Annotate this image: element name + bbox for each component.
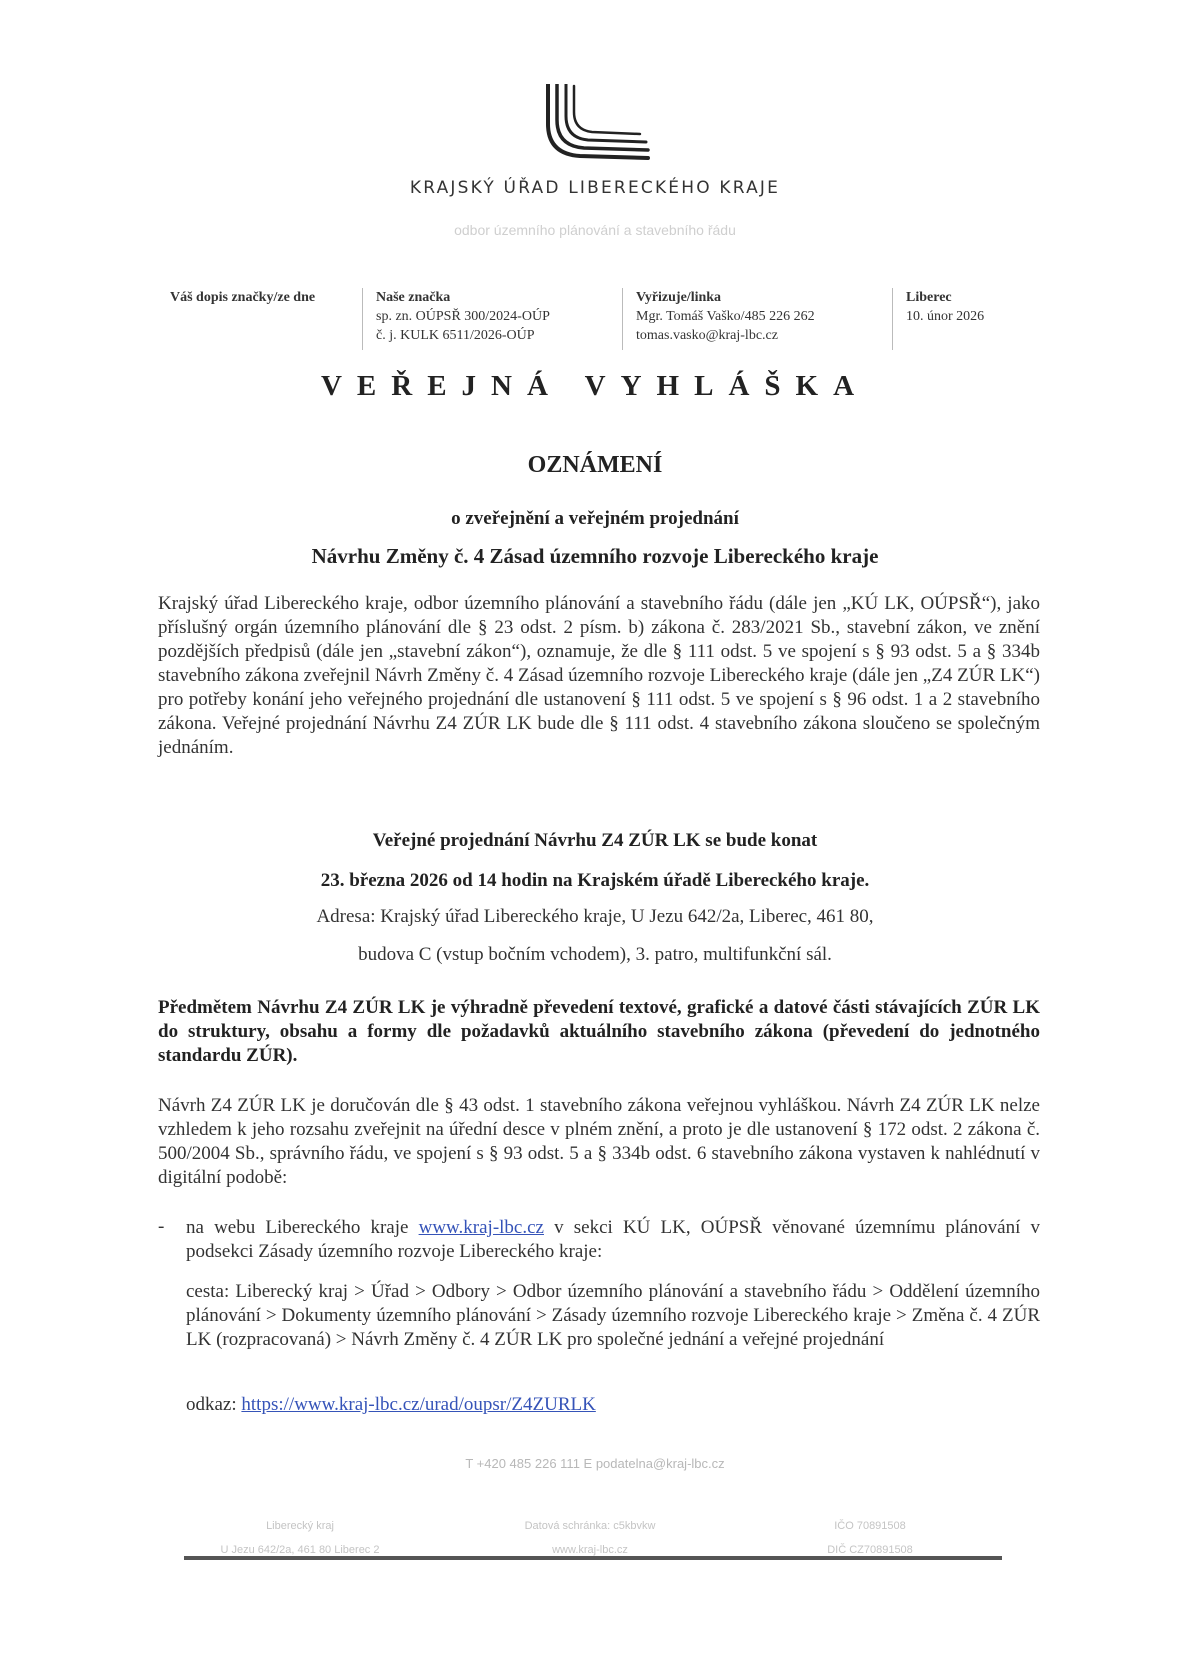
footer-databox: Datová schránka: c5kbvkw bbox=[524, 1520, 656, 1532]
direct-link-label: odkaz: bbox=[186, 1394, 242, 1415]
ref-col-handler bbox=[636, 288, 815, 345]
ref-col3-label: Vyřizuje/linka bbox=[636, 290, 722, 305]
footer-web: www.kraj-lbc.cz bbox=[552, 1544, 628, 1556]
ref-divider bbox=[362, 288, 363, 350]
meeting-building: budova C (vstup bočním vchodem), 3. patro, multifunkční sál. bbox=[358, 944, 832, 965]
direct-link[interactable]: https://www.kraj-lbc.cz/urad/oupsr/Z4ZURLK bbox=[241, 1394, 596, 1415]
bullet-text-before: na webu Libereckého kraje bbox=[186, 1217, 419, 1238]
bullet-marker: - bbox=[158, 1216, 165, 1237]
department-name: odbor územního plánování a stavebního řádu bbox=[454, 222, 736, 238]
footer-ico: IČO 70891508 bbox=[834, 1520, 906, 1532]
kraj-website-link[interactable]: www.kraj-lbc.cz bbox=[418, 1217, 544, 1238]
ref-col4-date: 10. únor 2026 bbox=[906, 309, 985, 324]
organization-name: KRAJSKÝ ÚŘAD LIBERECKÉHO KRAJE bbox=[409, 178, 781, 198]
navigation-path: cesta: Liberecký kraj > Úřad > Odbory > Odbor územního plánování a stavebního řádu > Oddělení územního plánování > Dokumenty územního plánování > Zásady územního rozvoje Libereckého kraje > Změna č. 4 ZÚR LK (rozpracovaná) > Návrh Změny č. 4 ZÚR LK pro společné jednání a veřejné projednání bbox=[186, 1281, 1040, 1350]
document-title: VEŘEJNÁ VYHLÁŠKA bbox=[320, 370, 870, 402]
ref-col2-label: Naše značka bbox=[376, 290, 451, 305]
notice-subheading: o zveřejnění a veřejném projednání bbox=[451, 508, 739, 529]
ref-col-our-mark bbox=[376, 288, 550, 345]
ref-col-place-date bbox=[906, 288, 984, 326]
ref-col3-line2: tomas.vasko@kraj-lbc.cz bbox=[636, 328, 778, 343]
footer-address: U Jezu 642/2a, 461 80 Liberec 2 bbox=[220, 1544, 380, 1556]
bullet-item bbox=[186, 1216, 1040, 1264]
subject-paragraph: Předmětem Návrhu Z4 ZÚR LK je výhradně převedení textové, grafické a datové části stávajících ZÚR LK do struktury, obsahu a formy dle požadavků aktuálního stavebního zákona (převedení do jednotného standardu ZÚR). bbox=[158, 997, 1040, 1066]
footer-dic: DIČ CZ70891508 bbox=[827, 1544, 913, 1556]
ref-col2-line2: č. j. KULK 6511/2026-OÚP bbox=[376, 328, 535, 343]
contact-line: T +420 485 226 111 E podatelna@kraj-lbc.cz bbox=[465, 1456, 725, 1471]
direct-link-line bbox=[186, 1394, 596, 1416]
ref-divider bbox=[622, 288, 623, 350]
footer-org: Liberecký kraj bbox=[266, 1520, 334, 1532]
delivery-paragraph: Návrh Z4 ZÚR LK je doručován dle § 43 odst. 1 stavebního zákona veřejnou vyhláškou. Návrh Z4 ZÚR LK nelze vzhledem k jeho rozsahu zveřejnit na úřední desce v plném znění, a proto je dle ustanovení § 172 odst. 2 zákona č. 500/2004 Sb., správního řádu, ve spojení s § 93 odst. 5 a § 334b odst. 6 stavebního zákona vystaven k nahlédnutí v digitální podobě: bbox=[158, 1095, 1040, 1188]
ref-divider bbox=[892, 288, 893, 350]
notice-subject: Návrhu Změny č. 4 Zásad územního rozvoje Libereckého kraje bbox=[311, 544, 879, 568]
notice-heading: OZNÁMENÍ bbox=[527, 452, 663, 478]
ref-col2-line1: sp. zn. OÚPSŘ 300/2024-OÚP bbox=[376, 309, 550, 324]
ref-col4-label: Liberec bbox=[906, 290, 952, 305]
krajsky-urad-logo bbox=[540, 84, 660, 162]
meeting-address: Adresa: Krajský úřad Libereckého kraje, U Jezu 642/2a, Liberec, 461 80, bbox=[316, 906, 874, 927]
ref-col1-label: Váš dopis značky/ze dne bbox=[170, 290, 316, 305]
ref-col3-line1: Mgr. Tomáš Vaško/485 226 262 bbox=[636, 309, 815, 324]
footer-rule bbox=[184, 1556, 1002, 1560]
ref-col-your-letter bbox=[170, 288, 315, 307]
meeting-line-1: Veřejné projednání Návrhu Z4 ZÚR LK se bude konat bbox=[372, 830, 818, 851]
intro-paragraph: Krajský úřad Libereckého kraje, odbor územního plánování a stavebního řádu (dále jen „KÚ LK, OÚPSŘ“), jako příslušný orgán územního plánování dle § 23 odst. 2 písm. b) zákona č. 283/2021 Sb., stavební zákon, ve znění pozdějších předpisů (dále jen „stavební zákon“), oznamuje, že dle § 111 odst. 5 ve spojení s § 93 odst. 5 a § 334b stavebního zákona zveřejnil Návrh Změny č. 4 Zásad územního rozvoje Libereckého kraje (dále jen „Z4 ZÚR LK“) pro potřeby konání jeho veřejného projednání dle ustanovení § 111 odst. 5 ve spojení s § 96 odst. 1 a 2 stavebního zákona. Veřejné projednání Návrhu Z4 ZÚR LK bude dle § 111 odst. 4 stavebního zákona sloučeno se společným jednáním. bbox=[158, 593, 1040, 758]
meeting-date: 23. března 2026 od 14 hodin na Krajském úřadě Libereckého kraje. bbox=[320, 870, 870, 891]
bullet-text-after: v sekci KÚ LK, OÚPSŘ věnované územnímu plánování v podsekci Zásady územního rozvoje Libereckého kraje: bbox=[186, 1217, 1041, 1262]
